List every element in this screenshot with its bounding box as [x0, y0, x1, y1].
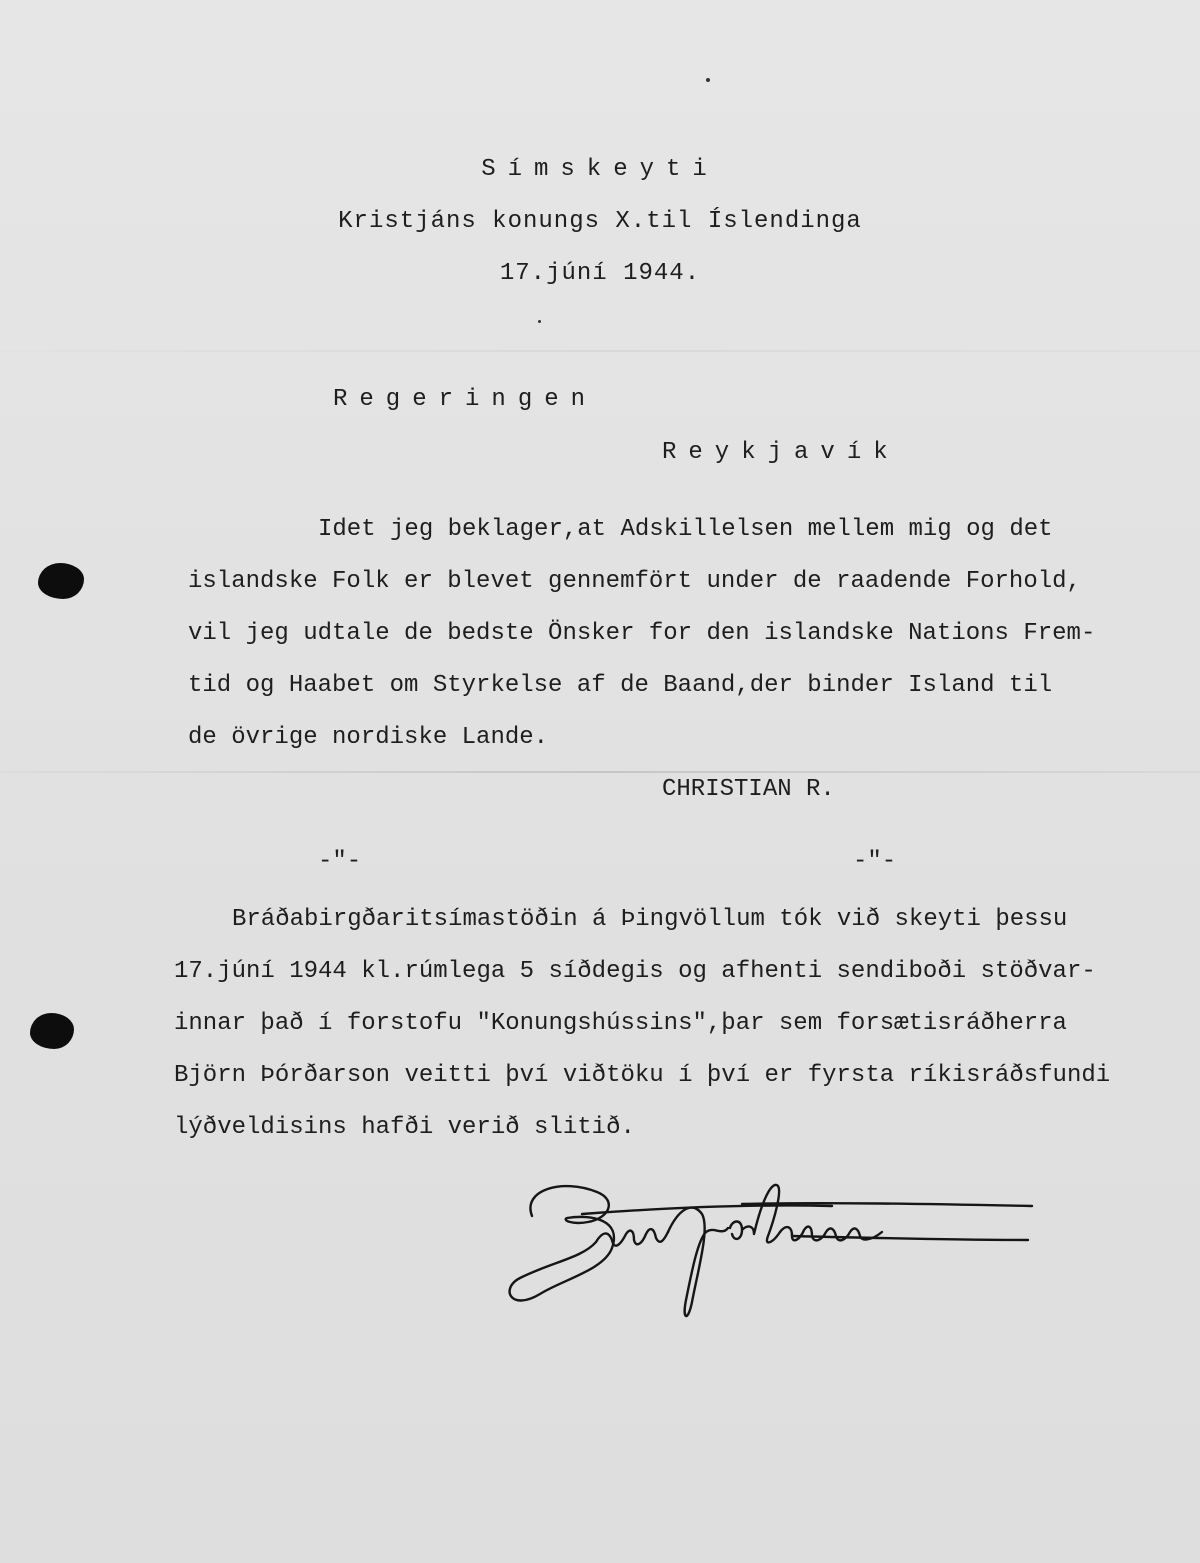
telegram-signature: CHRISTIAN R. — [662, 776, 835, 803]
document-date: 17.júní 1944. — [499, 260, 701, 287]
handwritten-signature — [492, 1170, 1052, 1330]
paper-fold — [0, 771, 1200, 773]
paper-speck — [538, 320, 541, 323]
separator-mark: -"- — [318, 848, 362, 875]
note-line: Bráðabirgðaritsímastöðin á Þingvöllum tók við skeyti þessu — [232, 906, 1068, 933]
note-line: lýðveldisins hafði verið slitið. — [174, 1114, 635, 1141]
telegram-line: tid og Haabet om Styrkelse af de Baand,der binder Island til — [188, 672, 1053, 699]
recipient-city: Reykjavík — [662, 439, 900, 466]
paper-fold — [0, 350, 1200, 352]
note-line: 17.júní 1944 kl.rúmlega 5 síðdegis og afhenti sendiboði stöðvar- — [174, 958, 1096, 985]
separator-mark: -"- — [853, 848, 897, 875]
paper-speck — [706, 78, 710, 82]
note-line: innar það í forstofu "Konungshússins",þar sem forsætisráðherra — [174, 1010, 1067, 1037]
punch-hole — [30, 1013, 74, 1049]
telegram-line: vil jeg udtale de bedste Önsker for den islandske Nations Frem- — [188, 620, 1096, 647]
note-line: Björn Þórðarson veitti því viðtöku í því er fyrsta ríkisráðsfundi — [174, 1062, 1111, 1089]
document-subtitle: Kristjáns konungs X.til Íslendinga — [338, 208, 862, 235]
document-title: Símskeyti — [481, 156, 719, 183]
recipient: Regeringen — [333, 386, 598, 413]
telegram-line: Idet jeg beklager,at Adskillelsen mellem mig og det — [318, 516, 1053, 543]
telegram-line: islandske Folk er blevet gennemfört under de raadende Forhold, — [188, 568, 1081, 595]
punch-hole — [38, 563, 84, 599]
telegram-line: de övrige nordiske Lande. — [188, 724, 549, 751]
